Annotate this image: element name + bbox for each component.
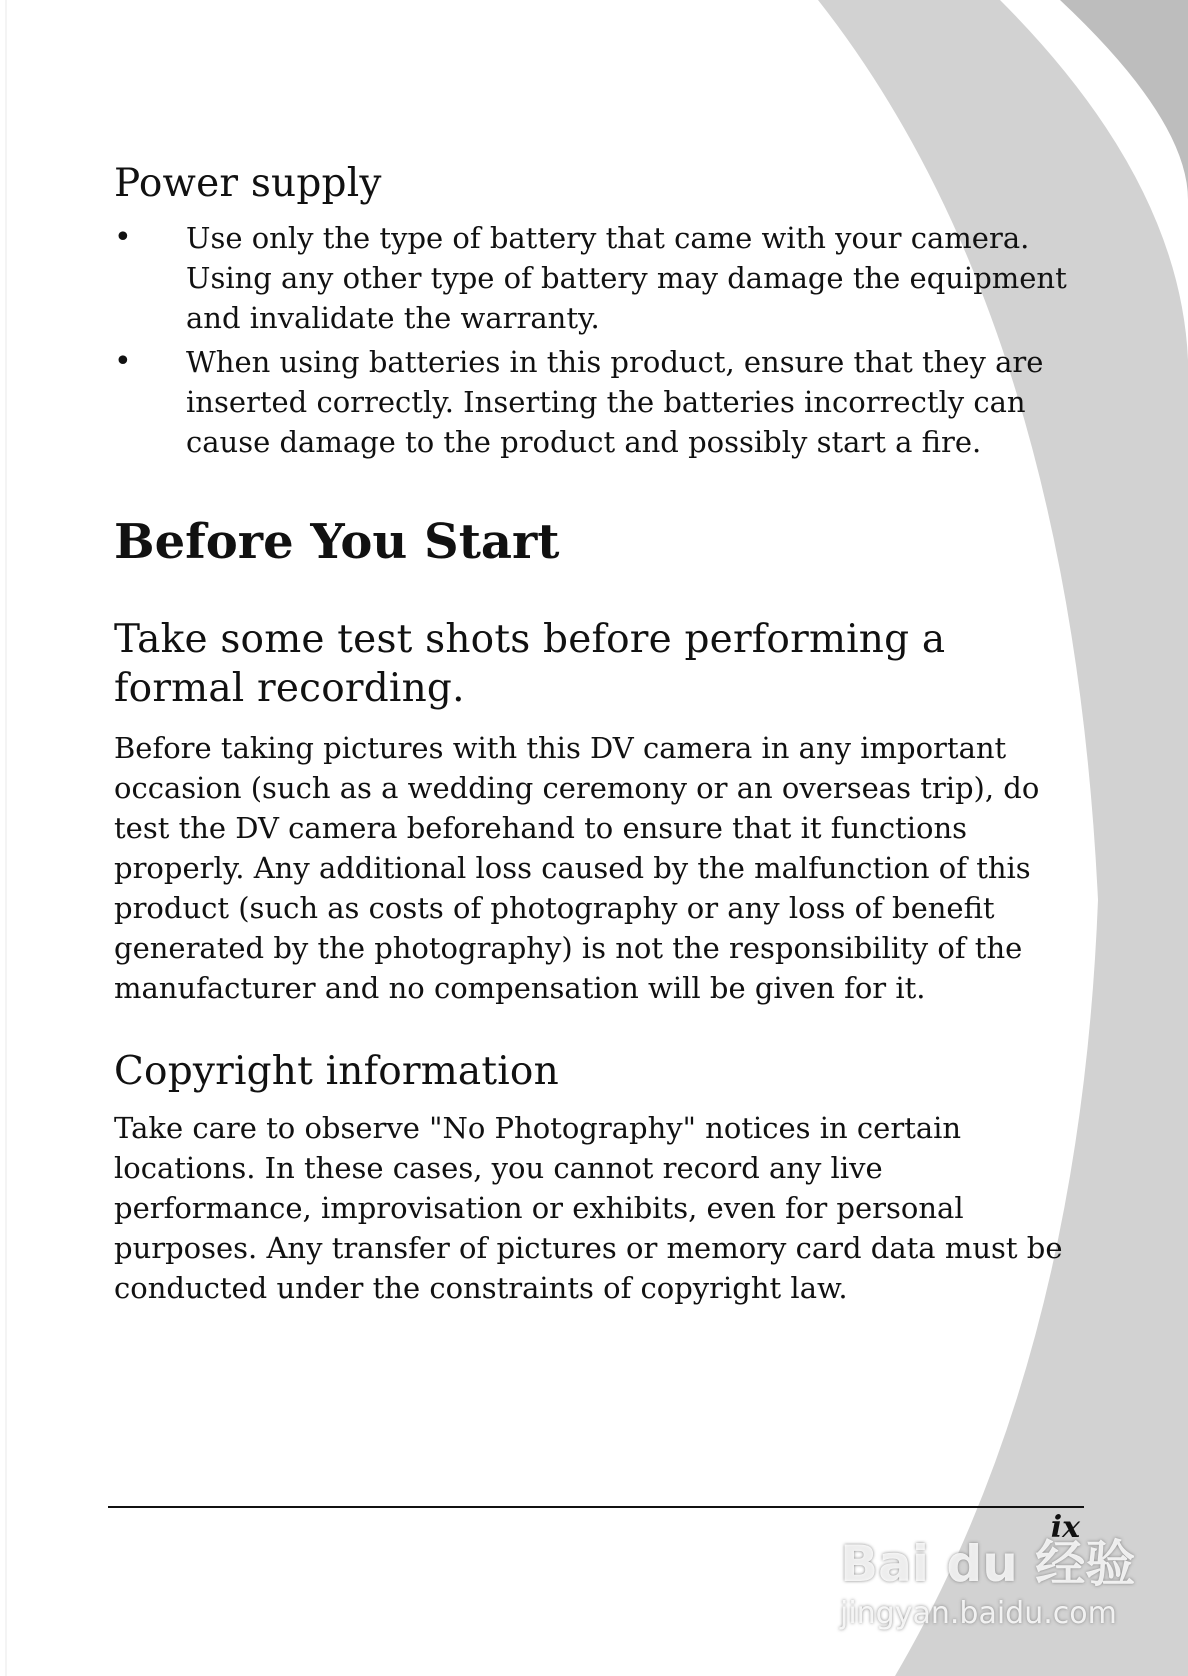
page-number: ix — [1050, 1510, 1080, 1545]
copyright-heading: Copyright information — [114, 1049, 559, 1094]
bullet-text: When using batteries in this product, ensure that they are inserted correctly. Inserting the batteries incorrectly can cause damage to the product and possibly start a fire. — [186, 345, 1044, 459]
list-item — [114, 218, 1074, 338]
copyright-paragraph: Take care to observe "No Photography" notices in certain locations. In these cases, you cannot record any live performance, improvisation or exhibits, even for personal purposes. Any transfer of pictures or memory card data must be conducted under the constraints of copyright law. — [114, 1111, 1063, 1305]
watermark-url: jingyan.baidu.com — [840, 1596, 1117, 1631]
before-you-start-title: Before You Start — [114, 514, 560, 570]
watermark-logo: Bai du 经验 — [840, 1535, 1136, 1593]
power-supply-heading: Power supply — [114, 161, 382, 206]
bullet-text: Use only the type of battery that came with your camera. Using any other type of battery may damage the equipment and invalidate the warranty. — [186, 221, 1067, 335]
bullet-icon: • — [114, 220, 132, 255]
power-supply-list — [114, 218, 1074, 466]
test-shots-heading: Take some test shots before performing a formal recording. — [114, 617, 946, 711]
footer-rule — [108, 1506, 1084, 1508]
bullet-icon: • — [114, 344, 132, 379]
baidu-watermark — [840, 1510, 1140, 1660]
list-item — [114, 342, 1074, 462]
test-shots-paragraph: Before taking pictures with this DV camera in any important occasion (such as a wedding ceremony or an overseas trip), do test the DV camera beforehand to ensure that it functions properly. Any additional loss caused by the malfunction of this product (such as costs of photography or any loss of benefit generated by the photography) is not the responsibility of the manufacturer and no compensation will be given for it. — [114, 731, 1040, 1005]
